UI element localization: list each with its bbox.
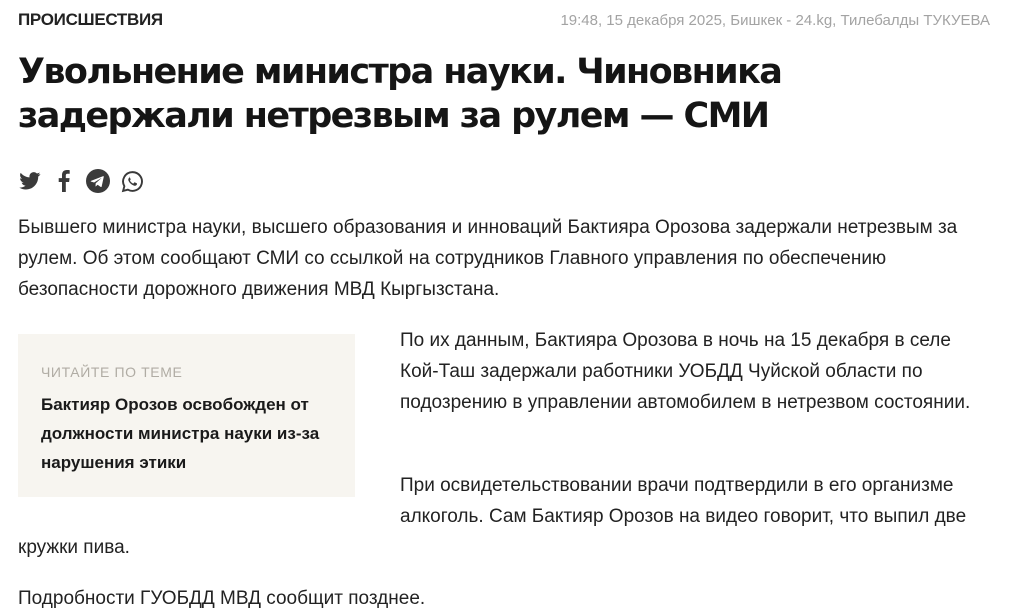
twitter-icon[interactable] [18, 169, 42, 193]
telegram-icon[interactable] [86, 169, 110, 193]
share-bar [18, 169, 144, 193]
article-byline: 19:48, 15 декабря 2025, Бишкек - 24.kg, Тилебалды ТУКУЕВА [560, 12, 990, 29]
article-title: Увольнение министра науки. Чиновника задержали нетрезвым за рулем — СМИ [18, 52, 782, 136]
article-meta [18, 10, 990, 32]
body-paragraph-4: Подробности ГУОБДД МВД сообщит позднее. [18, 588, 426, 609]
body-paragraph-3: При освидетельствовании врачи подтвердили в его организме алкоголь. Сам Бактияр Орозов на видео говорит, что выпил две [400, 475, 967, 527]
related-title-link[interactable]: Бактияр Орозов освобожден от должности министра науки из-за нарушения этики [41, 395, 320, 472]
body-paragraph-2: По их данным, Бактияра Орозова в ночь на 15 декабря в селе Кой-Таш задержали работники УОБДД Чуйской области по подозрению в управлении автомобилем в нетрезвом состоянии. [400, 330, 971, 413]
body-paragraph-3-tail: кружки пива. [18, 537, 130, 558]
related-article-card[interactable] [18, 334, 355, 497]
lead-paragraph: Бывшего министра науки, высшего образования и инноваций Бактияра Орозова задержали нетрезвым за рулем. Об этом сообщают СМИ со ссылкой на сотрудников Главного управления по обеспечению безопасности дорожного движения МВД Кыргызстана. [18, 217, 958, 300]
facebook-icon[interactable] [52, 169, 76, 193]
rubric-link[interactable]: ПРОИСШЕСТВИЯ [18, 10, 163, 29]
whatsapp-icon[interactable] [120, 169, 144, 193]
related-kicker: ЧИТАЙТЕ ПО ТЕМЕ [41, 364, 183, 380]
